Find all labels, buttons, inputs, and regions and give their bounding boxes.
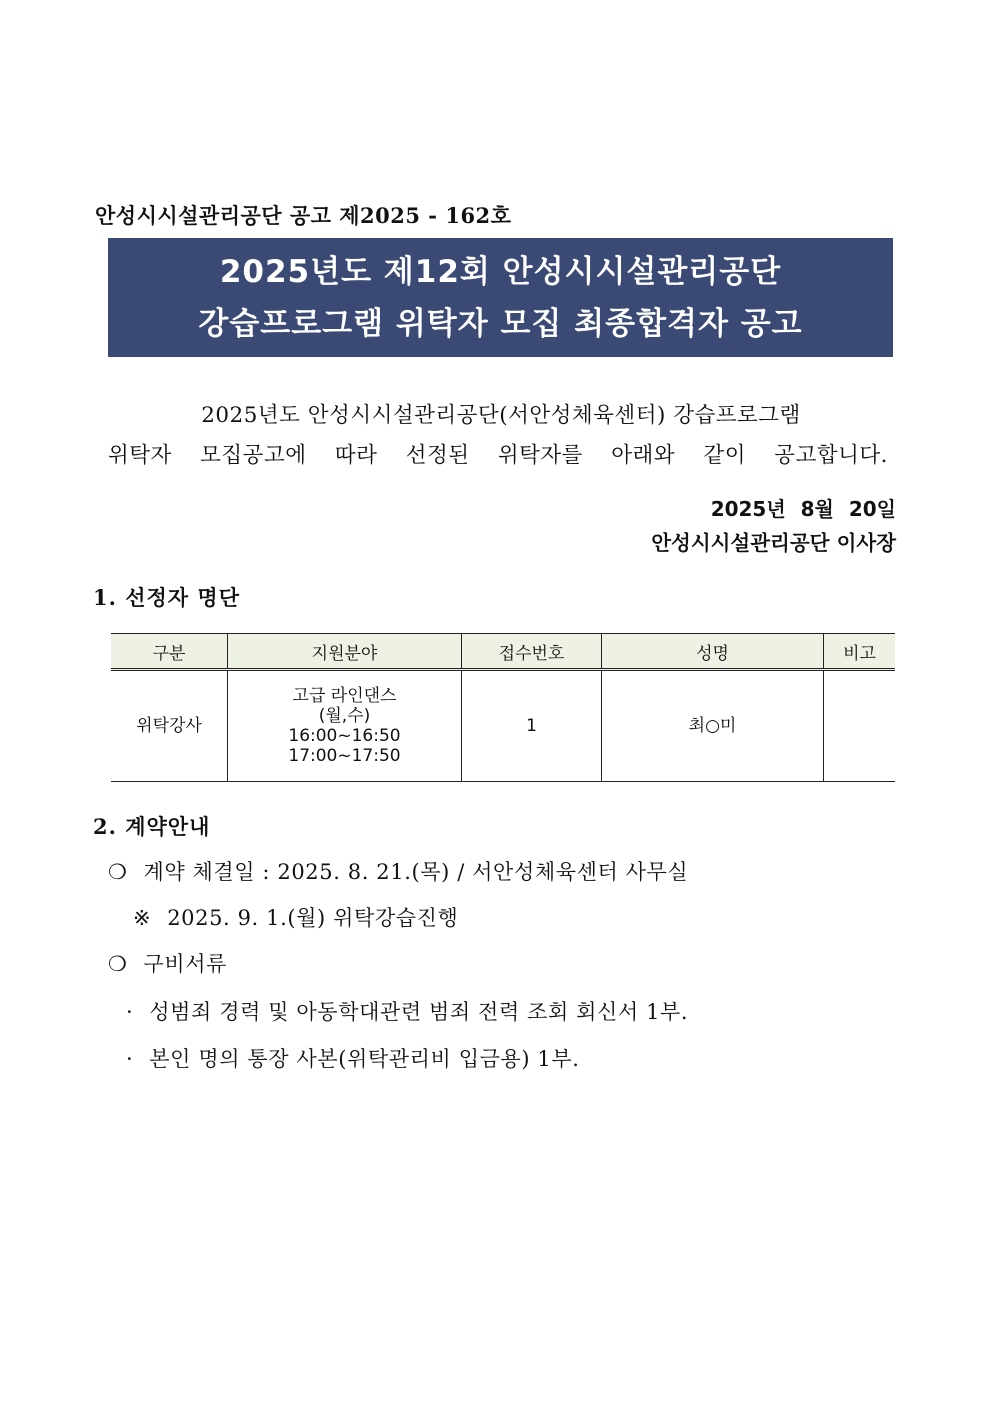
intro-line-2: 위탁자 모집공고에 따라 선정된 위탁자를 아래와 같이 공고합니다. [108,443,888,468]
table-header-row [111,634,895,670]
document-item [126,996,688,1026]
item-text: 본인 명의 통장 사본(위탁관리비 입금용) 1부. [149,1047,580,1071]
header-field: 지원분야 [228,634,462,670]
circle-bullet-icon: ❍ [108,952,128,976]
field-line: 16:00~16:50 [288,726,401,746]
cell-name: 최○미 [602,670,824,782]
title-banner [108,238,893,357]
notice-number: 안성시시설관리공단 공고 제2025 - 162호 [95,203,512,228]
circle-bullet-icon: ❍ [108,860,128,884]
table-row [111,670,895,782]
cell-note [824,670,896,782]
header-receipt-no: 접수번호 [462,634,602,670]
item-text: 계약 체결일 : 2025. 8. 21.(목) / 서안성체육센터 사무실 [143,860,689,884]
required-documents-item [108,948,227,978]
intro-line-1: 2025년도 안성시시설관리공단(서안성체육센터) 강습프로그램 [201,403,801,428]
section-1-title: 1. 선정자 명단 [93,585,240,610]
item-text: 구비서류 [143,952,227,976]
document-item [126,1043,580,1073]
reference-mark-icon: ※ [133,906,152,930]
field-line: 고급 라인댄스 [292,686,397,706]
item-text: 성범죄 경력 및 아동학대관련 범죄 전력 조회 회신서 1부. [149,1000,689,1024]
item-text: 2025. 9. 1.(월) 위탁강습진행 [167,906,459,930]
cell-field [228,670,462,782]
title-line-1: 2025년도 제12회 안성시시설관리공단 [219,253,782,290]
selectee-table [111,633,895,782]
intro-paragraph [108,396,888,476]
title-line-2: 강습프로그램 위탁자 모집 최종합격자 공고 [198,305,803,342]
section-2-title: 2. 계약안내 [93,814,211,839]
notice-date: 2025년 8월 20일 [710,497,896,521]
dot-bullet-icon: · [126,1047,134,1071]
field-line: (월,수) [318,706,371,726]
header-name: 성명 [602,634,824,670]
header-category: 구분 [111,634,228,670]
header-note: 비고 [824,634,896,670]
field-line: 17:00~17:50 [288,746,401,766]
cell-category: 위탁강사 [111,670,228,782]
contract-date-item [108,856,688,886]
cell-receipt-no: 1 [462,670,602,782]
signer: 안성시시설관리공단 이사장 [651,531,896,555]
dot-bullet-icon: · [126,1000,134,1024]
lesson-start-note [133,902,458,932]
